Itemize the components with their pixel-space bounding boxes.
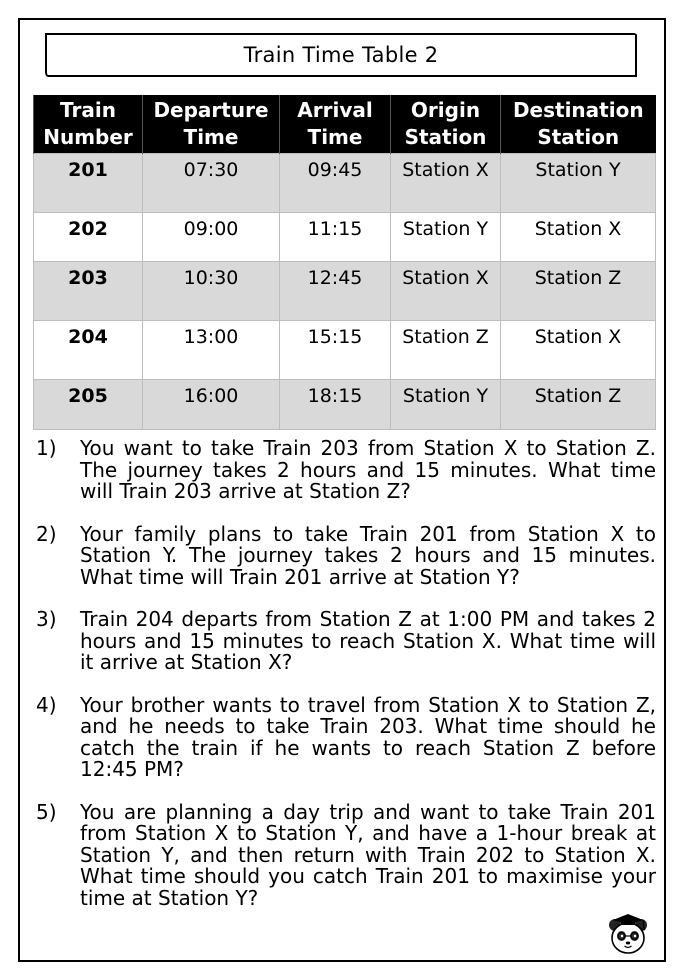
question-item [36, 438, 656, 503]
destination-cell: Station Z [501, 262, 656, 321]
origin-cell: Station Y [391, 213, 501, 262]
header-departure-time: Departure Time [143, 95, 280, 154]
question-text: You are planning a day trip and want to take Train 201 from Station X to Station Y, and have a 1-hour break at Station Y, and then return with Train 202 to Station X. What time should you catch Train 201 to maximise your time at Station Y? [80, 799, 656, 910]
train-number-cell: 201 [34, 154, 143, 213]
train-number-cell: 204 [34, 321, 143, 380]
departure-cell: 07:30 [143, 154, 280, 213]
arrival-cell: 09:45 [280, 154, 391, 213]
question-text: You want to take Train 203 from Station X to Station Z. The journey takes 2 hours and 15 minutes. What time will Train 203 arrive at Station Z? [80, 436, 656, 503]
title-text: Train Time Table 2 [243, 43, 439, 67]
train-number-cell: 205 [34, 380, 143, 430]
arrival-cell: 18:15 [280, 380, 391, 430]
panda-graduate-icon [606, 912, 650, 956]
question-list [36, 438, 656, 930]
table-row [34, 154, 656, 213]
question-number: 5) [36, 799, 57, 824]
question-item [36, 799, 656, 910]
table-header-row [34, 95, 656, 154]
worksheet-title [45, 33, 637, 77]
table-row [34, 262, 656, 321]
destination-cell: Station X [501, 213, 656, 262]
header-destination-station: Destination Station [501, 95, 656, 154]
table-row [34, 213, 656, 262]
table-row [34, 380, 656, 430]
departure-cell: 10:30 [143, 262, 280, 321]
question-number: 1) [36, 436, 57, 460]
train-number-cell: 202 [34, 213, 143, 262]
question-item [36, 692, 656, 781]
departure-cell: 16:00 [143, 380, 280, 430]
header-train-number: Train Number [34, 95, 143, 154]
arrival-cell: 15:15 [280, 321, 391, 380]
arrival-cell: 12:45 [280, 262, 391, 321]
question-item [36, 609, 656, 674]
train-timetable [33, 95, 656, 430]
question-text: Train 204 departs from Station Z at 1:00 PM and takes 2 hours and 15 minutes to reach Station X. What time will it arrive at Station X? [80, 607, 656, 674]
table-row [34, 321, 656, 380]
origin-cell: Station Z [391, 321, 501, 380]
origin-cell: Station Y [391, 380, 501, 430]
question-item [36, 521, 656, 589]
question-number: 2) [36, 521, 57, 546]
header-arrival-time: Arrival Time [280, 95, 391, 154]
origin-cell: Station X [391, 154, 501, 213]
question-number: 4) [36, 692, 57, 717]
arrival-cell: 11:15 [280, 213, 391, 262]
departure-cell: 09:00 [143, 213, 280, 262]
destination-cell: Station Y [501, 154, 656, 213]
destination-cell: Station Z [501, 380, 656, 430]
question-text: Your family plans to take Train 201 from Station X to Station Y. The journey takes 2 hours and 15 minutes. What time will Train 201 arrive at Station Y? [80, 521, 656, 589]
question-number: 3) [36, 607, 57, 631]
departure-cell: 13:00 [143, 321, 280, 380]
origin-cell: Station X [391, 262, 501, 321]
train-number-cell: 203 [34, 262, 143, 321]
header-origin-station: Origin Station [391, 95, 501, 154]
destination-cell: Station X [501, 321, 656, 380]
question-text: Your brother wants to travel from Station X to Station Z, and he needs to take Train 203. What time should he catch the train if he wants to reach Station Z before 12:45 PM? [80, 692, 656, 781]
